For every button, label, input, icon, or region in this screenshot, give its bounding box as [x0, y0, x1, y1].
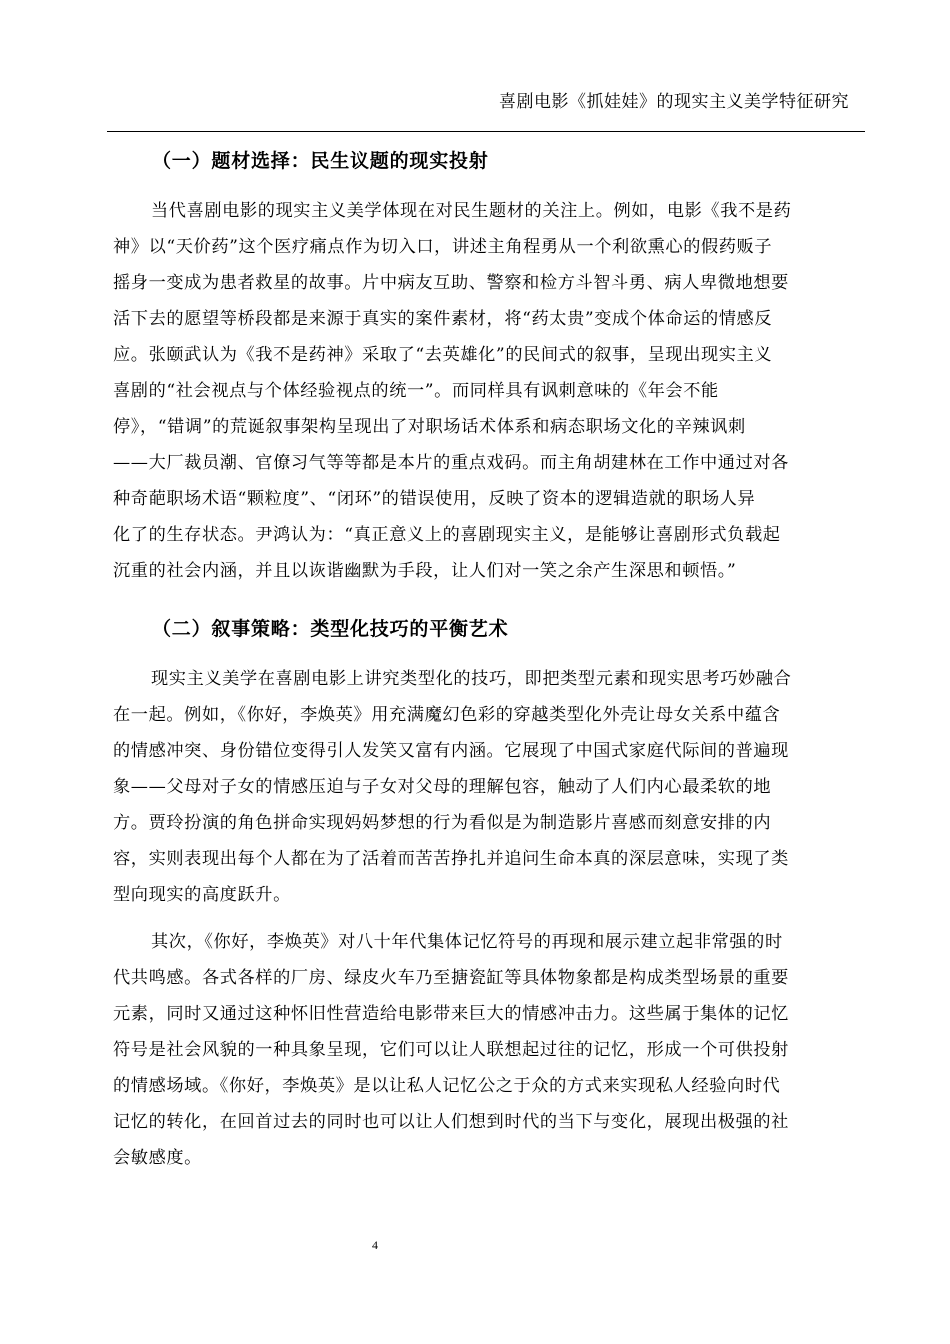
section-heading-2: （二）叙事策略：类型化技巧的平衡艺术: [152, 618, 509, 640]
body-line: 的情感冲突、身份错位变得引人发笑又富有内涵。它展现了中国式家庭代际间的普遍现: [113, 741, 789, 761]
body-line: 在一起。例如，《你好，李焕英》用充满魔幻色彩的穿越类型化外壳让母女关系中蕴含: [113, 705, 781, 725]
body-line: 象——父母对子女的情感压迫与子女对父母的理解包容，触动了人们内心最柔软的地: [113, 777, 772, 797]
body-line: 种奇葩职场术语“颗粒度”、“闭环”的错误使用，反映了资本的逻辑造就的职场人异: [113, 489, 756, 509]
body-line: 的情感场域。《你好，李焕英》是以让私人记忆公之于众的方式来实现私人经验向时代: [113, 1076, 781, 1096]
body-line: 喜剧的“社会视点与个体经验视点的统一”。而同样具有讽刺意味的《年会不能: [113, 381, 719, 401]
body-line: ——大厂裁员潮、官僚习气等等都是本片的重点戏码。而主角胡建林在工作中通过对各: [113, 453, 789, 473]
body-line: 元素，同时又通过这种怀旧性营造给电影带来巨大的情感冲击力。这些属于集体的记忆: [113, 1004, 789, 1024]
body-line: 方。贾玲扮演的角色拼命实现妈妈梦想的行为看似是为制造影片喜感而刻意安排的内: [113, 813, 772, 833]
body-line: 符号是社会风貌的一种具象呈现，它们可以让人联想起过往的记忆，形成一个可供投射: [113, 1040, 789, 1060]
section-heading-1: （一）题材选择：民生议题的现实投射: [152, 150, 489, 172]
body-line: 活下去的愿望等桥段都是来源于真实的案件素材，将“药太贵”变成个体命运的情感反: [113, 309, 773, 329]
body-line: 当代喜剧电影的现实主义美学体现在对民生题材的关注上。例如，电影《我不是药: [151, 201, 792, 221]
body-line: 停》，“错调”的荒诞叙事架构呈现出了对职场话术体系和病态职场文化的辛辣讽刺: [113, 417, 746, 437]
page-number: 4: [372, 1238, 378, 1252]
body-line: 容，实则表现出每个人都在为了活着而苦苦挣扎并追问生命本真的深层意味，实现了类: [113, 849, 789, 869]
page-header: 喜剧电影《抓娃娃》的现实主义美学特征研究: [499, 92, 849, 112]
body-line: 沉重的社会内涵，并且以诙谐幽默为手段，让人们对一笑之余产生深思和顿悟。”: [113, 561, 737, 581]
header-rule: [107, 131, 865, 132]
body-line: 其次，《你好，李焕英》对八十年代集体记忆符号的再现和展示建立起非常强的时: [151, 932, 783, 952]
body-line: 代共鸣感。各式各样的厂房、绿皮火车乃至搪瓷缸等具体物象都是构成类型场景的重要: [113, 968, 789, 988]
body-line: 型向现实的高度跃升。: [113, 885, 291, 905]
body-line: 记忆的转化，在回首过去的同时也可以让人们想到时代的当下与变化，展现出极强的社: [113, 1112, 789, 1132]
body-line: 摇身一变成为患者救星的故事。片中病友互助、警察和检方斗智斗勇、病人卑微地想要: [113, 273, 789, 293]
body-line: 神》以“天价药”这个医疗痛点作为切入口，讲述主角程勇从一个利欲熏心的假药贩子: [113, 237, 773, 257]
body-line: 化了的生存状态。尹鸿认为：“真正意义上的喜剧现实主义，是能够让喜剧形式负载起: [113, 525, 781, 545]
body-line: 现实主义美学在喜剧电影上讲究类型化的技巧，即把类型元素和现实思考巧妙融合: [151, 669, 792, 689]
body-line: 应。张颐武认为《我不是药神》采取了“去英雄化”的民间式的叙事，呈现出现实主义: [113, 345, 773, 365]
body-line: 会敏感度。: [113, 1148, 202, 1168]
